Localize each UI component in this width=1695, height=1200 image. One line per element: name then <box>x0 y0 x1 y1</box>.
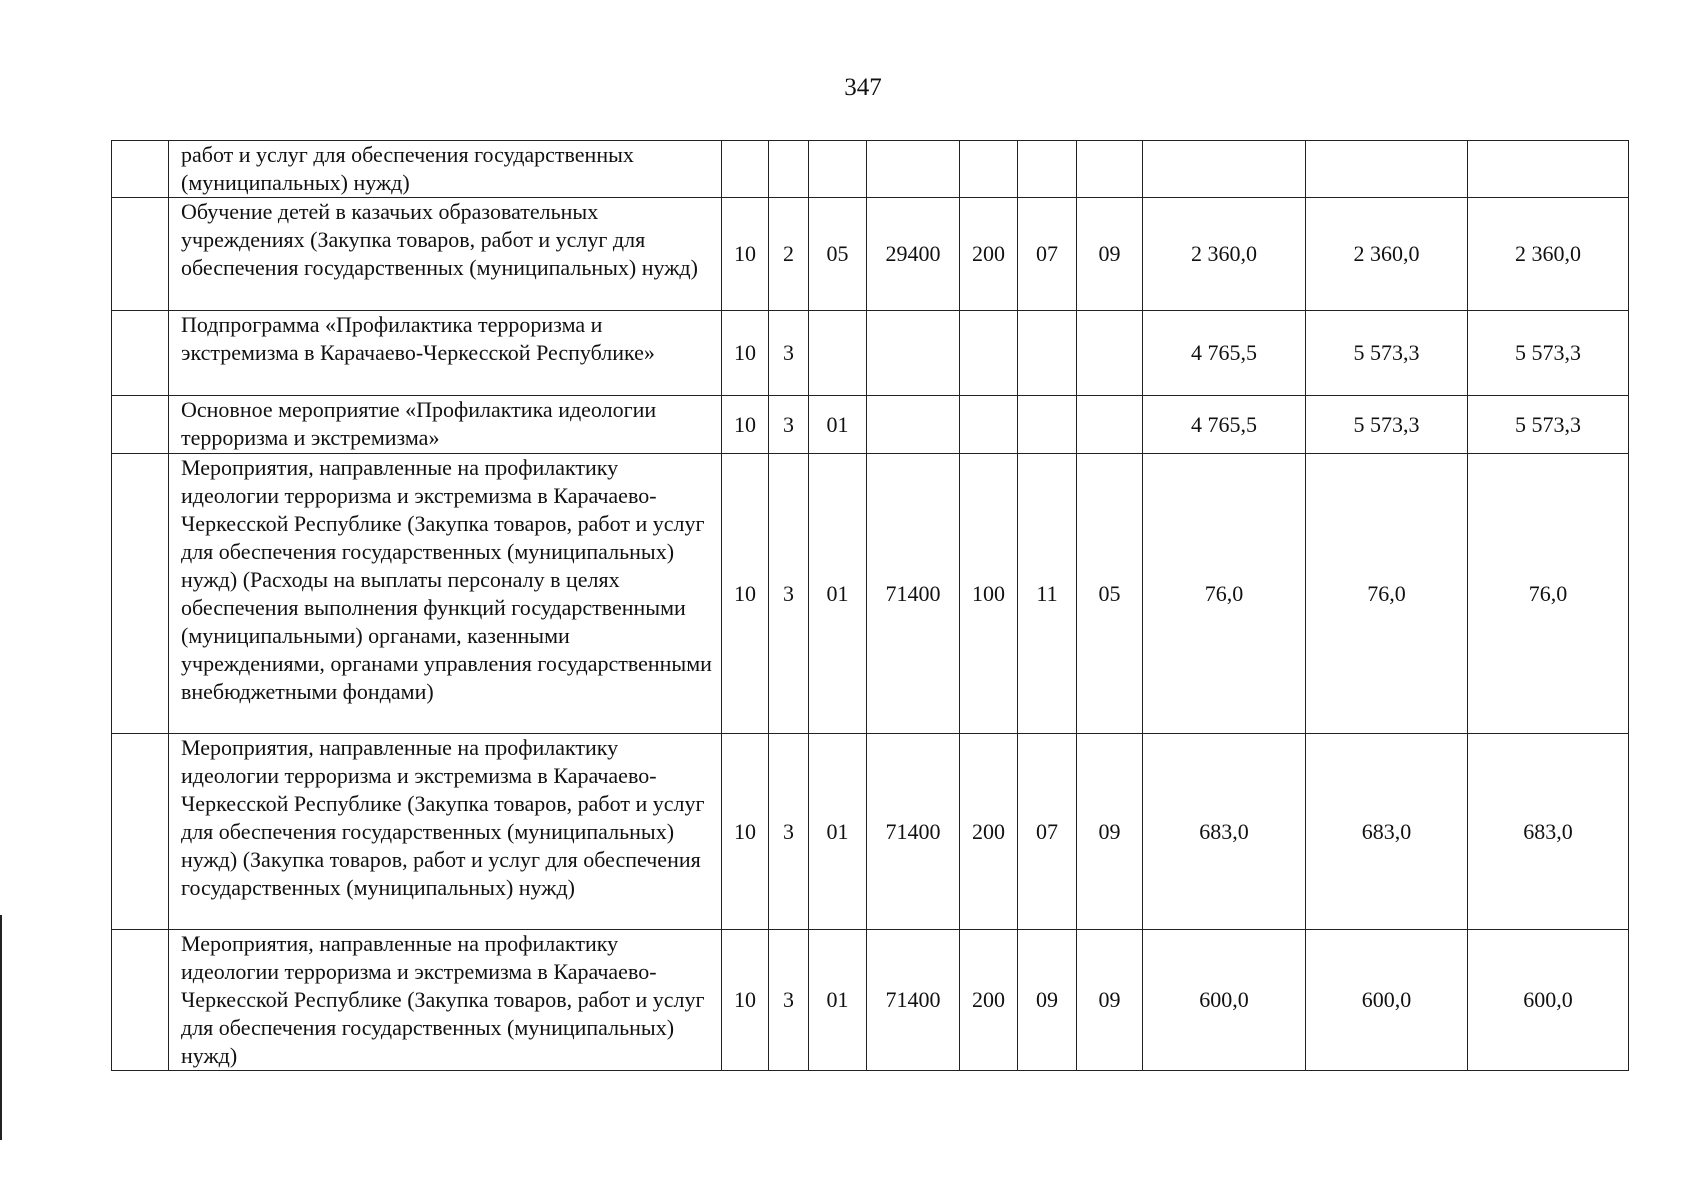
code-cell <box>1018 311 1077 396</box>
amount-cell: 2 360,0 <box>1306 198 1468 311</box>
code-cell: 01 <box>809 454 867 734</box>
code-cell: 3 <box>769 396 809 454</box>
code-cell <box>867 396 960 454</box>
code-cell: 3 <box>769 930 809 1071</box>
row-index-cell <box>112 734 169 930</box>
code-cell: 07 <box>1018 734 1077 930</box>
amount-cell: 5 573,3 <box>1468 396 1629 454</box>
row-index-cell <box>112 141 169 198</box>
code-cell <box>722 141 769 198</box>
code-cell: 3 <box>769 454 809 734</box>
code-cell <box>960 141 1018 198</box>
budget-table <box>111 140 1629 1071</box>
code-cell: 07 <box>1018 198 1077 311</box>
amount-cell: 683,0 <box>1306 734 1468 930</box>
code-cell <box>1077 141 1143 198</box>
code-cell <box>1077 396 1143 454</box>
amount-cell: 5 573,3 <box>1468 311 1629 396</box>
code-cell <box>769 141 809 198</box>
code-cell: 10 <box>722 734 769 930</box>
code-cell: 01 <box>809 734 867 930</box>
code-cell: 09 <box>1077 734 1143 930</box>
code-cell: 71400 <box>867 930 960 1071</box>
code-cell: 05 <box>809 198 867 311</box>
table-row <box>112 311 1629 396</box>
table-row <box>112 198 1629 311</box>
code-cell <box>960 311 1018 396</box>
table-row <box>112 734 1629 930</box>
code-cell <box>1018 396 1077 454</box>
amount-cell: 4 765,5 <box>1143 396 1306 454</box>
margin-line <box>0 915 2 1140</box>
description-cell: Мероприятия, направленные на профилактику идеологии терроризма и экстремизма в Карачаево-Черкесской Республике (Закупка товаров, работ и услуг для обеспечения государственных (муниципальных) нужд) (Закупка товаров, работ и услуг для обеспечения государственных (муниципальных) нужд) <box>169 734 722 930</box>
code-cell: 05 <box>1077 454 1143 734</box>
table-row <box>112 396 1629 454</box>
code-cell <box>1077 311 1143 396</box>
code-cell: 29400 <box>867 198 960 311</box>
amount-cell <box>1143 141 1306 198</box>
code-cell <box>1018 141 1077 198</box>
row-index-cell <box>112 396 169 454</box>
code-cell: 200 <box>960 930 1018 1071</box>
code-cell: 3 <box>769 734 809 930</box>
amount-cell: 600,0 <box>1306 930 1468 1071</box>
amount-cell: 76,0 <box>1468 454 1629 734</box>
description-cell: Основное мероприятие «Профилактика идеологии терроризма и экстремизма» <box>169 396 722 454</box>
amount-cell: 5 573,3 <box>1306 396 1468 454</box>
code-cell: 10 <box>722 311 769 396</box>
amount-cell: 76,0 <box>1143 454 1306 734</box>
row-index-cell <box>112 198 169 311</box>
code-cell <box>960 396 1018 454</box>
code-cell: 100 <box>960 454 1018 734</box>
row-index-cell <box>112 454 169 734</box>
code-cell: 2 <box>769 198 809 311</box>
code-cell: 11 <box>1018 454 1077 734</box>
amount-cell: 600,0 <box>1143 930 1306 1071</box>
code-cell: 09 <box>1018 930 1077 1071</box>
amount-cell: 5 573,3 <box>1306 311 1468 396</box>
table-row <box>112 454 1629 734</box>
amount-cell: 4 765,5 <box>1143 311 1306 396</box>
amount-cell <box>1468 141 1629 198</box>
amount-cell: 2 360,0 <box>1143 198 1306 311</box>
code-cell: 71400 <box>867 454 960 734</box>
code-cell <box>809 141 867 198</box>
code-cell: 200 <box>960 734 1018 930</box>
row-index-cell <box>112 311 169 396</box>
code-cell: 01 <box>809 396 867 454</box>
code-cell <box>809 311 867 396</box>
code-cell: 71400 <box>867 734 960 930</box>
amount-cell: 600,0 <box>1468 930 1629 1071</box>
table-row <box>112 141 1629 198</box>
description-cell: Мероприятия, направленные на профилактику идеологии терроризма и экстремизма в Карачаево-Черкесской Республике (Закупка товаров, работ и услуг для обеспечения государственных (муниципальных) нужд) (Расходы на выплаты персоналу в целях обеспечения выполнения функций государственными (муниципальными) органами, казенными учреждениями, органами управления государственными внебюджетными фондами) <box>169 454 722 734</box>
code-cell: 10 <box>722 396 769 454</box>
code-cell: 09 <box>1077 198 1143 311</box>
code-cell: 200 <box>960 198 1018 311</box>
code-cell: 10 <box>722 930 769 1071</box>
table-row <box>112 930 1629 1071</box>
row-index-cell <box>112 930 169 1071</box>
description-cell: Мероприятия, направленные на профилактику идеологии терроризма и экстремизма в Карачаево-Черкесской Республике (Закупка товаров, работ и услуг для обеспечения государственных (муниципальных) нужд) <box>169 930 722 1071</box>
code-cell: 3 <box>769 311 809 396</box>
amount-cell: 2 360,0 <box>1468 198 1629 311</box>
code-cell: 09 <box>1077 930 1143 1071</box>
code-cell: 10 <box>722 198 769 311</box>
code-cell: 10 <box>722 454 769 734</box>
amount-cell: 683,0 <box>1143 734 1306 930</box>
description-cell: работ и услуг для обеспечения государственных (муниципальных) нужд) <box>169 141 722 198</box>
code-cell: 01 <box>809 930 867 1071</box>
code-cell <box>867 141 960 198</box>
code-cell <box>867 311 960 396</box>
description-cell: Обучение детей в казачьих образовательных учреждениях (Закупка товаров, работ и услуг для обеспечения государственных (муниципальных) нужд) <box>169 198 722 311</box>
page-number: 347 <box>844 74 882 101</box>
amount-cell <box>1306 141 1468 198</box>
amount-cell: 683,0 <box>1468 734 1629 930</box>
amount-cell: 76,0 <box>1306 454 1468 734</box>
description-cell: Подпрограмма «Профилактика терроризма и экстремизма в Карачаево-Черкесской Республике» <box>169 311 722 396</box>
